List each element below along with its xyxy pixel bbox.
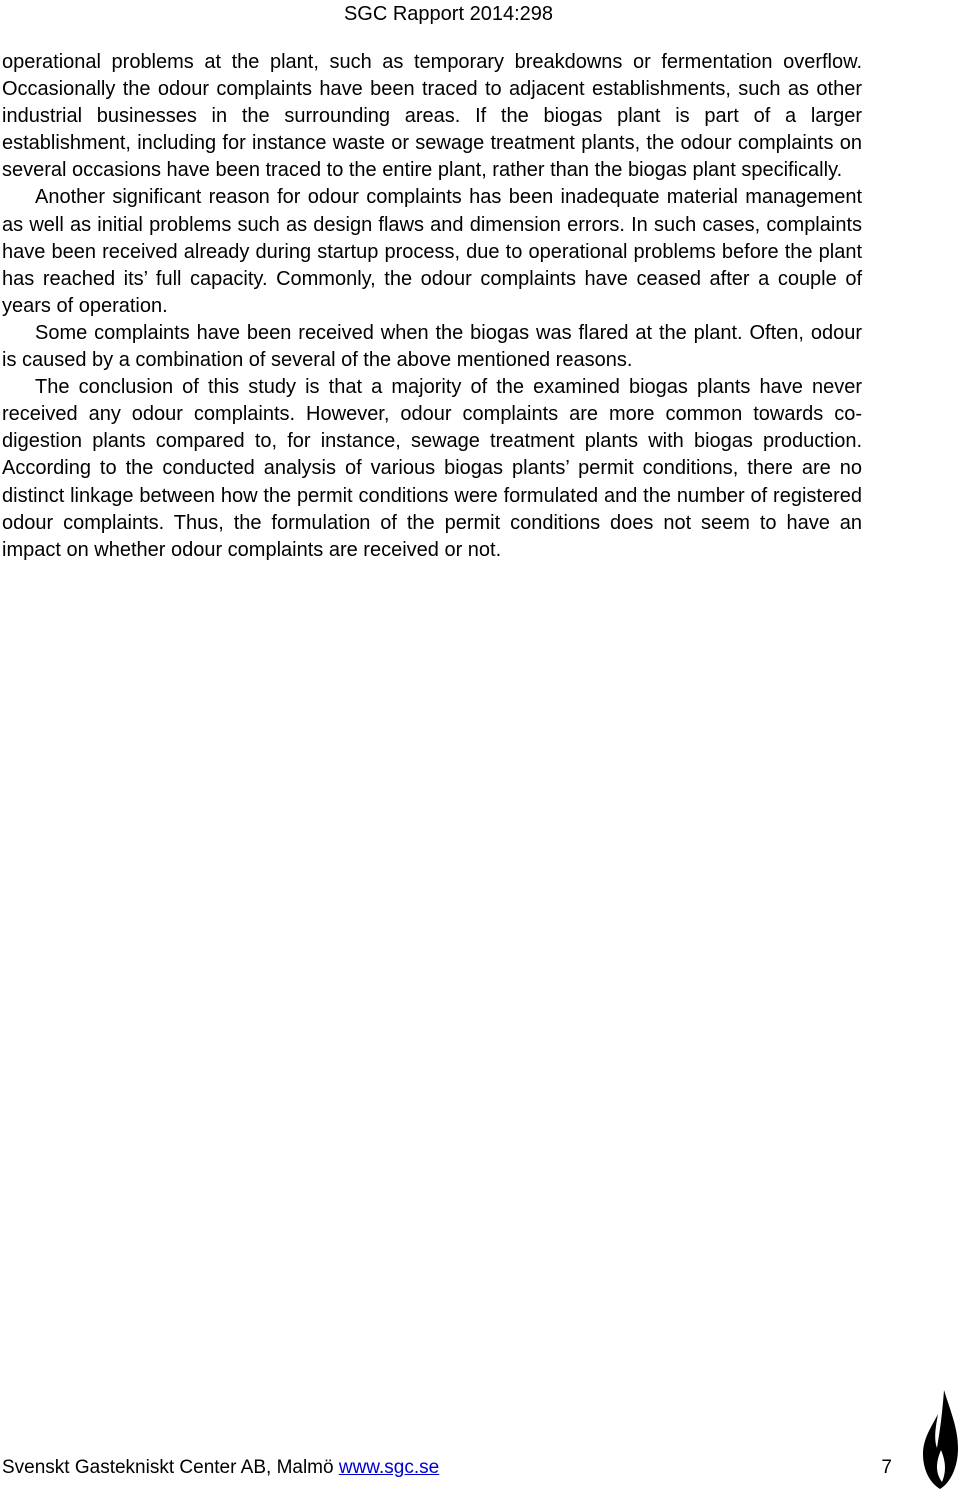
- footer-website-link[interactable]: www.sgc.se: [338, 1457, 440, 1478]
- paragraph-1: operational problems at the plant, such as temporary breakdowns or fermentation overflow. Occasionally the odour complaints have been traced to adjacent establishments, such as other industrial businesses in the surrounding areas. If the biogas plant is part of a larger establishment, including for instance waste or sewage treatment plants, the odour complaints on several occasions have been traced to the entire plant, rather than the biogas plant specifically.: [2, 51, 862, 182]
- paragraph-3: Some complaints have been received when the biogas was flared at the plant. Often, odour is caused by a combination of several of the above mentioned reasons.: [2, 321, 862, 372]
- footer-organization-name: Svenskt Gastekniskt Center AB, Malmö: [2, 1457, 334, 1478]
- page-number: 7: [881, 1457, 892, 1478]
- flame-icon: [920, 1388, 960, 1491]
- footer-organization: [2, 1456, 439, 1480]
- main-text: [2, 49, 862, 564]
- page-footer: [2, 1456, 892, 1480]
- paragraph-2: Another significant reason for odour complaints has been inadequate material management as well as initial problems such as design flaws and dimension errors. In such cases, complaints have been received already during startup process, due to operational problems before the plant has reached its’ full capacity. Commonly, the odour complaints have ceased after a couple of years of operation.: [2, 186, 862, 317]
- paragraph-4: The conclusion of this study is that a majority of the examined biogas plants have never received any odour complaints. However, odour complaints are more common towards co-digestion plants compared to, for instance, sewage treatment plants with biogas production. According to the conducted analysis of various biogas plants’ permit conditions, there are no distinct linkage between how the permit conditions were formulated and the number of registered odour complaints. Thus, the formulation of the permit conditions does not seem to have an impact on whether odour complaints are received or not.: [2, 376, 862, 561]
- report-header: SGC Rapport 2014:298: [343, 3, 553, 25]
